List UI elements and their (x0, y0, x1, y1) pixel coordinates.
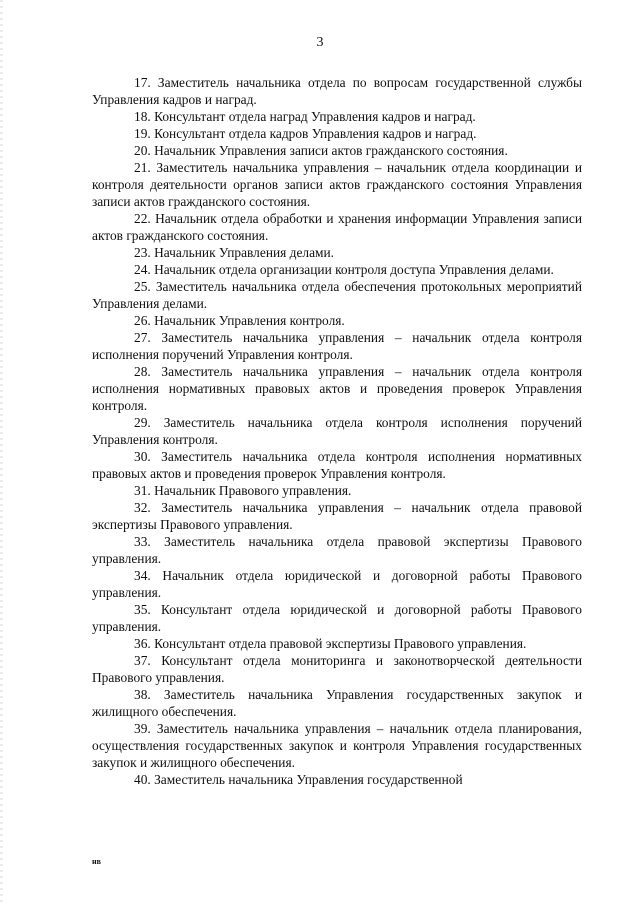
list-item: 37. Консультант отдела мониторинга и законотворческой деятельности Правового управления. (92, 653, 582, 685)
list-item: 23. Начальник Управления делами. (134, 245, 335, 260)
footer-initials: нв (92, 857, 101, 866)
list-item: 20. Начальник Управления записи актов гражданского состояния. (134, 143, 508, 158)
list-item: 32. Заместитель начальника управления – начальник отдела правовой экспертизы Правового управления. (92, 500, 582, 532)
list-item: 24. Начальник отдела организации контроля доступа Управления делами. (134, 262, 554, 277)
list-item: 17. Заместитель начальника отдела по вопросам государственной службы Управления кадров и наград. (92, 75, 582, 107)
list-item: 30. Заместитель начальника отдела контроля исполнения нормативных правовых актов и проведения проверок Управления контроля. (92, 449, 582, 481)
list-item: 18. Консультант отдела наград Управления кадров и наград. (134, 109, 476, 124)
list-item: 39. Заместитель начальника управления – начальник отдела планирования, осуществления государственных закупок и контроля Управления государственных закупок и жилищного обеспечения. (92, 721, 582, 770)
list-item: 38. Заместитель начальника Управления государственных закупок и жилищного обеспечения. (92, 687, 582, 719)
list-item: 35. Консультант отдела юридической и договорной работы Правового управления. (92, 602, 582, 634)
list-item: 25. Заместитель начальника отдела обеспечения протокольных мероприятий Управления делами. (92, 279, 582, 311)
position-list (92, 74, 582, 788)
list-item: 29. Заместитель начальника отдела контроля исполнения поручений Управления контроля. (92, 415, 582, 447)
list-item: 34. Начальник отдела юридической и договорной работы Правового управления. (92, 568, 582, 600)
page-number: 3 (316, 35, 324, 50)
list-item: 31. Начальник Правового управления. (134, 483, 352, 498)
list-item: 22. Начальник отдела обработки и хранения информации Управления записи актов гражданского состояния. (92, 211, 582, 243)
list-item: 26. Начальник Управления контроля. (134, 313, 345, 328)
scan-edge (0, 0, 3, 905)
list-item: 33. Заместитель начальника отдела правовой экспертизы Правового управления. (92, 534, 582, 566)
list-item: 36. Консультант отдела правовой экспертизы Правового управления. (134, 636, 527, 651)
list-item: 27. Заместитель начальника управления – начальник отдела контроля исполнения поручений Управления контроля. (92, 330, 582, 362)
list-item: 19. Консультант отдела кадров Управления кадров и наград. (134, 126, 477, 141)
list-item: 28. Заместитель начальника управления – начальник отдела контроля исполнения нормативных правовых актов и проведения проверок Управления контроля. (92, 364, 582, 413)
list-item: 21. Заместитель начальника управления – начальник отдела координации и контроля деятельности органов записи актов гражданского состояния Управления записи актов гражданского состояния. (92, 160, 582, 209)
list-item: 40. Заместитель начальника Управления государственной (134, 772, 463, 787)
